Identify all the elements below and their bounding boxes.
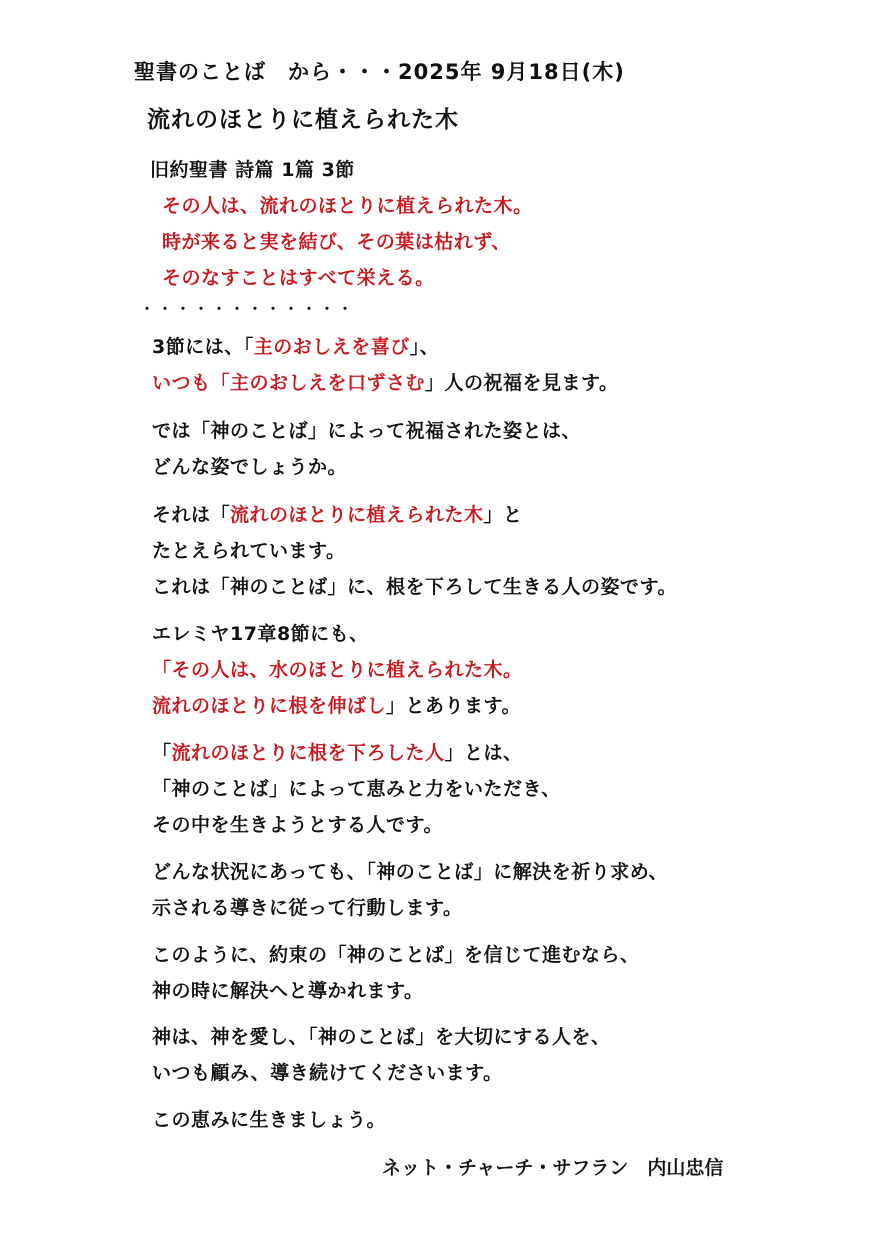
scripture-reference: 旧約聖書 詩篇 1篇 3節 (150, 159, 355, 181)
page-title: 流れのほとりに植えられた木 (147, 107, 459, 133)
paragraph-3-line-1 (152, 502, 523, 528)
paragraph-5-line-2: 「神のことば」によって恵みと力をいただき、 (152, 778, 561, 800)
highlight-text: 流れのほとりに根を伸ばし (152, 695, 387, 717)
paragraph-3-line-3: これは「神のことば」に、根を下ろして生きる人の姿です。 (152, 576, 677, 598)
paragraph-7-line-2: 神の時に解決へと導かれます。 (152, 980, 424, 1002)
scripture-line-2: 時が来ると実を結び、その葉は枯れず、 (162, 231, 511, 253)
highlight-text: 流れのほとりに根を下ろした人 (171, 742, 445, 764)
paragraph-2-line-2: どんな姿でしょうか。 (152, 456, 348, 478)
paragraph-8-line-2: いつも顧み、導き続けてくださいます。 (152, 1062, 503, 1084)
author-signature: ネット・チャーチ・サフラン 内山忠信 (382, 1157, 724, 1179)
text-segment: 「 (152, 742, 172, 764)
paragraph-4-line-2: 「その人は、水のほとりに植えられた木。 (152, 659, 523, 681)
paragraph-1-line-1 (152, 334, 439, 360)
text-segment: 3節には、「 (152, 336, 254, 358)
text-segment: 」と (483, 504, 523, 526)
highlight-text: 主のおしえを喜び (253, 336, 410, 358)
scripture-line-1: その人は、流れのほとりに植えられた木。 (162, 195, 533, 217)
highlight-text: いつも「 (152, 372, 231, 394)
text-segment: 」人の祝福を見ます。 (425, 372, 619, 394)
paragraph-2-line-1: では「神のことば」によって祝福された姿とは、 (152, 420, 582, 442)
paragraph-8-line-1: 神は、神を愛し、「神のことば」を大切にする人を、 (152, 1026, 611, 1048)
text-segment: 」とあります。 (386, 695, 521, 717)
paragraph-6-line-2: 示される導きに従って行動します。 (152, 897, 463, 919)
paragraph-5-line-1 (152, 740, 523, 766)
scripture-line-3: そのなすことはすべて栄える。 (162, 267, 435, 289)
paragraph-9-line-1: この恵みに生きましょう。 (152, 1109, 387, 1131)
separator-dots: ・・・・・・・・・・・・ (140, 302, 356, 318)
paragraph-4-line-1: エレミヤ17章8節にも、 (152, 623, 369, 645)
paragraph-7-line-1: このように、約束の「神のことば」を信じて進むなら、 (152, 944, 640, 966)
paragraph-6-line-1: どんな状況にあっても、「神のことば」に解決を祈り求め、 (152, 861, 669, 883)
highlight-text: 流れのほとりに植えられた木 (230, 504, 484, 526)
highlight-text: 主のおしえを口ずさむ (230, 372, 426, 394)
paragraph-1-line-2 (152, 370, 619, 396)
paragraph-5-line-3: その中を生きようとする人です。 (152, 814, 443, 836)
text-segment: それは「 (152, 504, 231, 526)
text-segment: 」とは、 (444, 742, 523, 764)
header-date: 聖書のことば から・・・2025年 9月18日(木) (134, 60, 625, 84)
text-segment: 」、 (409, 336, 440, 358)
paragraph-3-line-2: たとえられています。 (152, 540, 346, 562)
paragraph-4-line-3 (152, 693, 521, 719)
